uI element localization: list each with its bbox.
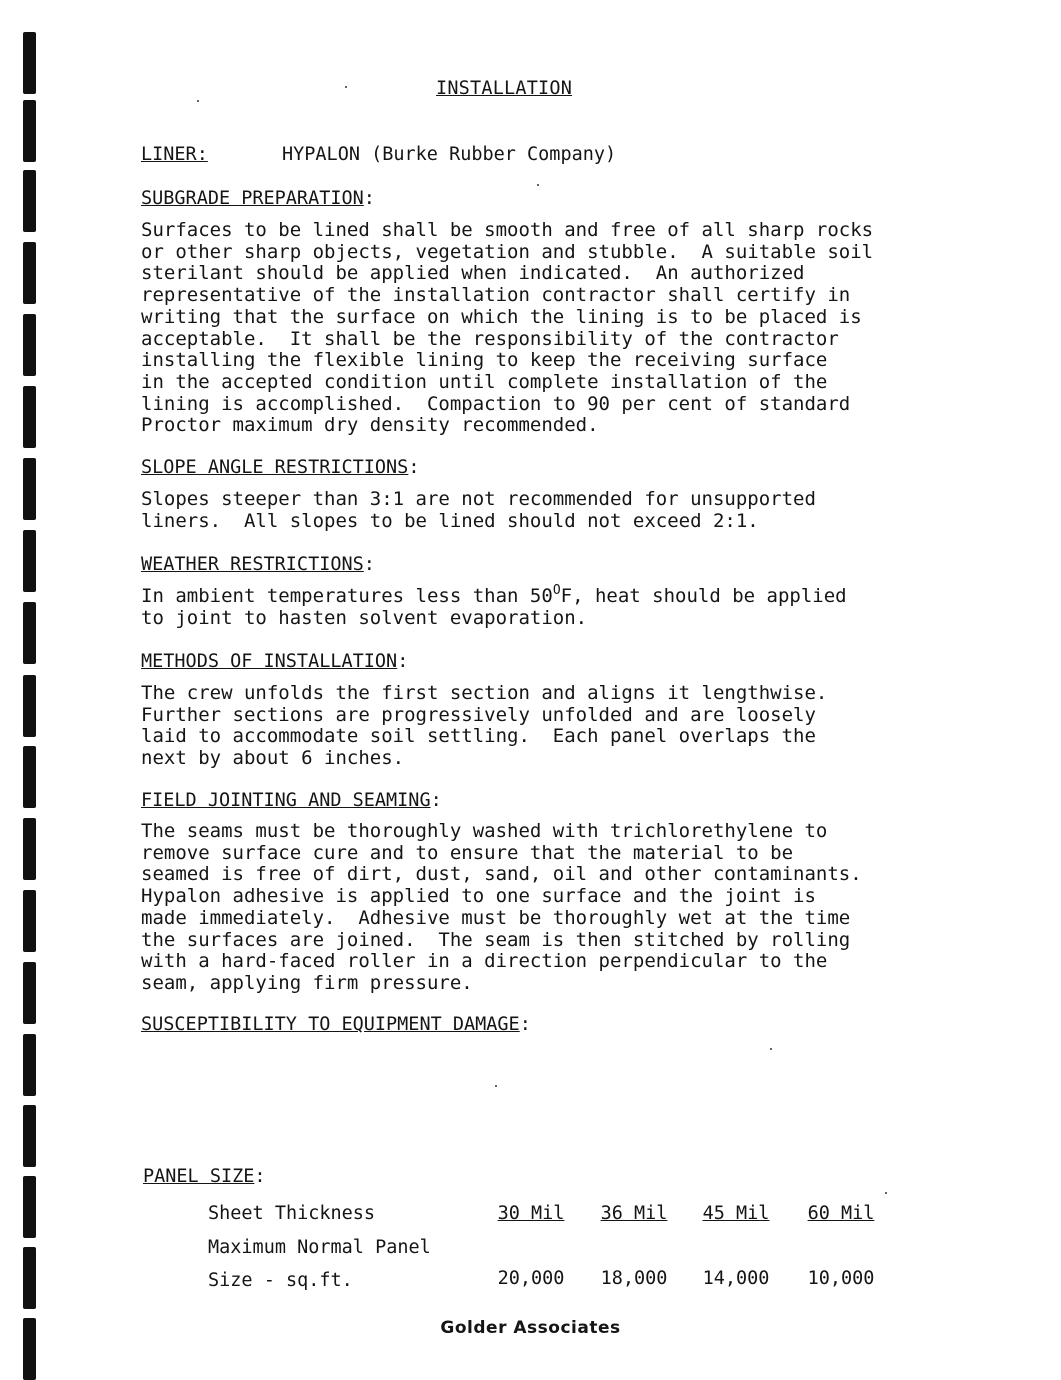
liner-label: LINER: xyxy=(141,144,208,165)
scan-speck xyxy=(495,1085,497,1087)
section-heading-weather: WEATHER RESTRICTIONS: xyxy=(141,554,375,575)
section-body-subgrade: Surfaces to be lined shall be smooth and free of all sharp rocks or other sharp objects, vegetation and stubble. A suitable soil sterilant should be applied when indicated. An authorized representative of the installation contractor shall certify in writing that the surface on which the lining is to be placed is acceptable. It shall be the responsibility of the contractor installing the flexible lining to keep the receiving surface in the accepted condition until complete installation of the lining is accomplished. Compaction to 90 per cent of standard Proctor maximum dry density recommended. xyxy=(141,219,874,437)
binding-hole xyxy=(23,314,36,376)
scan-speck xyxy=(345,86,347,88)
section-body-methods: The crew unfolds the first section and aligns it lengthwise. Further sections are progressively unfolded and are loosely laid to accommodate soil settling. Each panel overlaps the next by about 6 inches. xyxy=(141,682,828,770)
binding-hole xyxy=(23,746,36,808)
binding-hole xyxy=(23,675,36,737)
binding-hole xyxy=(23,1034,36,1096)
thickness-cell: 45 Mil xyxy=(702,1203,770,1224)
size-cell: 20,000 xyxy=(497,1268,565,1289)
binding-hole xyxy=(23,818,36,880)
footer-company: Golder Associates xyxy=(440,1318,621,1338)
size-sqft-label: Size - sq.ft. xyxy=(208,1270,353,1291)
binding-hole xyxy=(23,1176,36,1238)
scan-speck xyxy=(770,1048,772,1050)
thickness-cell: 30 Mil xyxy=(497,1203,565,1224)
binding-holes xyxy=(0,0,60,1380)
section-body-seaming: The seams must be thoroughly washed with trichlorethylene to remove surface cure and to ensure that the material to be seamed is free of dirt, dust, sand, oil and other contaminants. Hypalon adhesive is applied to one surface and the joint is made immediately. Adhesive must be thoroughly wet at the time the surfaces are joined. The seam is then stitched by rolling with a hard-faced roller in a direction perpendicular to the seam, applying firm pressure. xyxy=(141,820,862,994)
scan-speck xyxy=(537,184,539,186)
page-title: INSTALLATION xyxy=(436,78,573,99)
liner-value: HYPALON (Burke Rubber Company) xyxy=(282,144,617,165)
section-heading-slope: SLOPE ANGLE RESTRICTIONS: xyxy=(141,457,420,478)
section-heading-susceptibility: SUSCEPTIBILITY TO EQUIPMENT DAMAGE: xyxy=(141,1014,531,1035)
scan-speck xyxy=(197,100,199,102)
section-heading-seaming: FIELD JOINTING AND SEAMING: xyxy=(141,790,442,811)
binding-hole xyxy=(23,602,36,664)
section-body-slope: Slopes steeper than 3:1 are not recommended for unsupported liners. All slopes to be lined should not exceed 2:1. xyxy=(141,488,816,532)
binding-hole xyxy=(23,170,36,232)
panel-size-heading: PANEL SIZE: xyxy=(143,1166,266,1187)
binding-hole xyxy=(23,458,36,520)
binding-hole xyxy=(23,530,36,592)
sheet-thickness-label: Sheet Thickness xyxy=(208,1203,376,1224)
binding-hole xyxy=(23,100,36,162)
binding-hole xyxy=(23,32,36,94)
binding-hole xyxy=(23,962,36,1024)
size-cell: 10,000 xyxy=(807,1268,875,1289)
liner-line xyxy=(141,144,617,165)
section-heading-subgrade: SUBGRADE PREPARATION: xyxy=(141,188,375,209)
section-body-weather: In ambient temperatures less than $50^OF$, heat should be applied to joint to hasten solvent evaporation. xyxy=(141,583,847,629)
binding-hole xyxy=(23,890,36,952)
binding-hole xyxy=(23,386,36,448)
thickness-cell: 36 Mil xyxy=(600,1203,668,1224)
binding-hole xyxy=(23,1105,36,1167)
section-heading-methods: METHODS OF INSTALLATION: xyxy=(141,651,409,672)
thickness-cell: 60 Mil xyxy=(807,1203,875,1224)
max-panel-label: Maximum Normal Panel xyxy=(208,1237,431,1258)
binding-hole xyxy=(23,1247,36,1309)
scan-speck xyxy=(885,1192,887,1194)
size-cell: 18,000 xyxy=(600,1268,668,1289)
size-cell: 14,000 xyxy=(702,1268,770,1289)
binding-hole xyxy=(23,242,36,304)
